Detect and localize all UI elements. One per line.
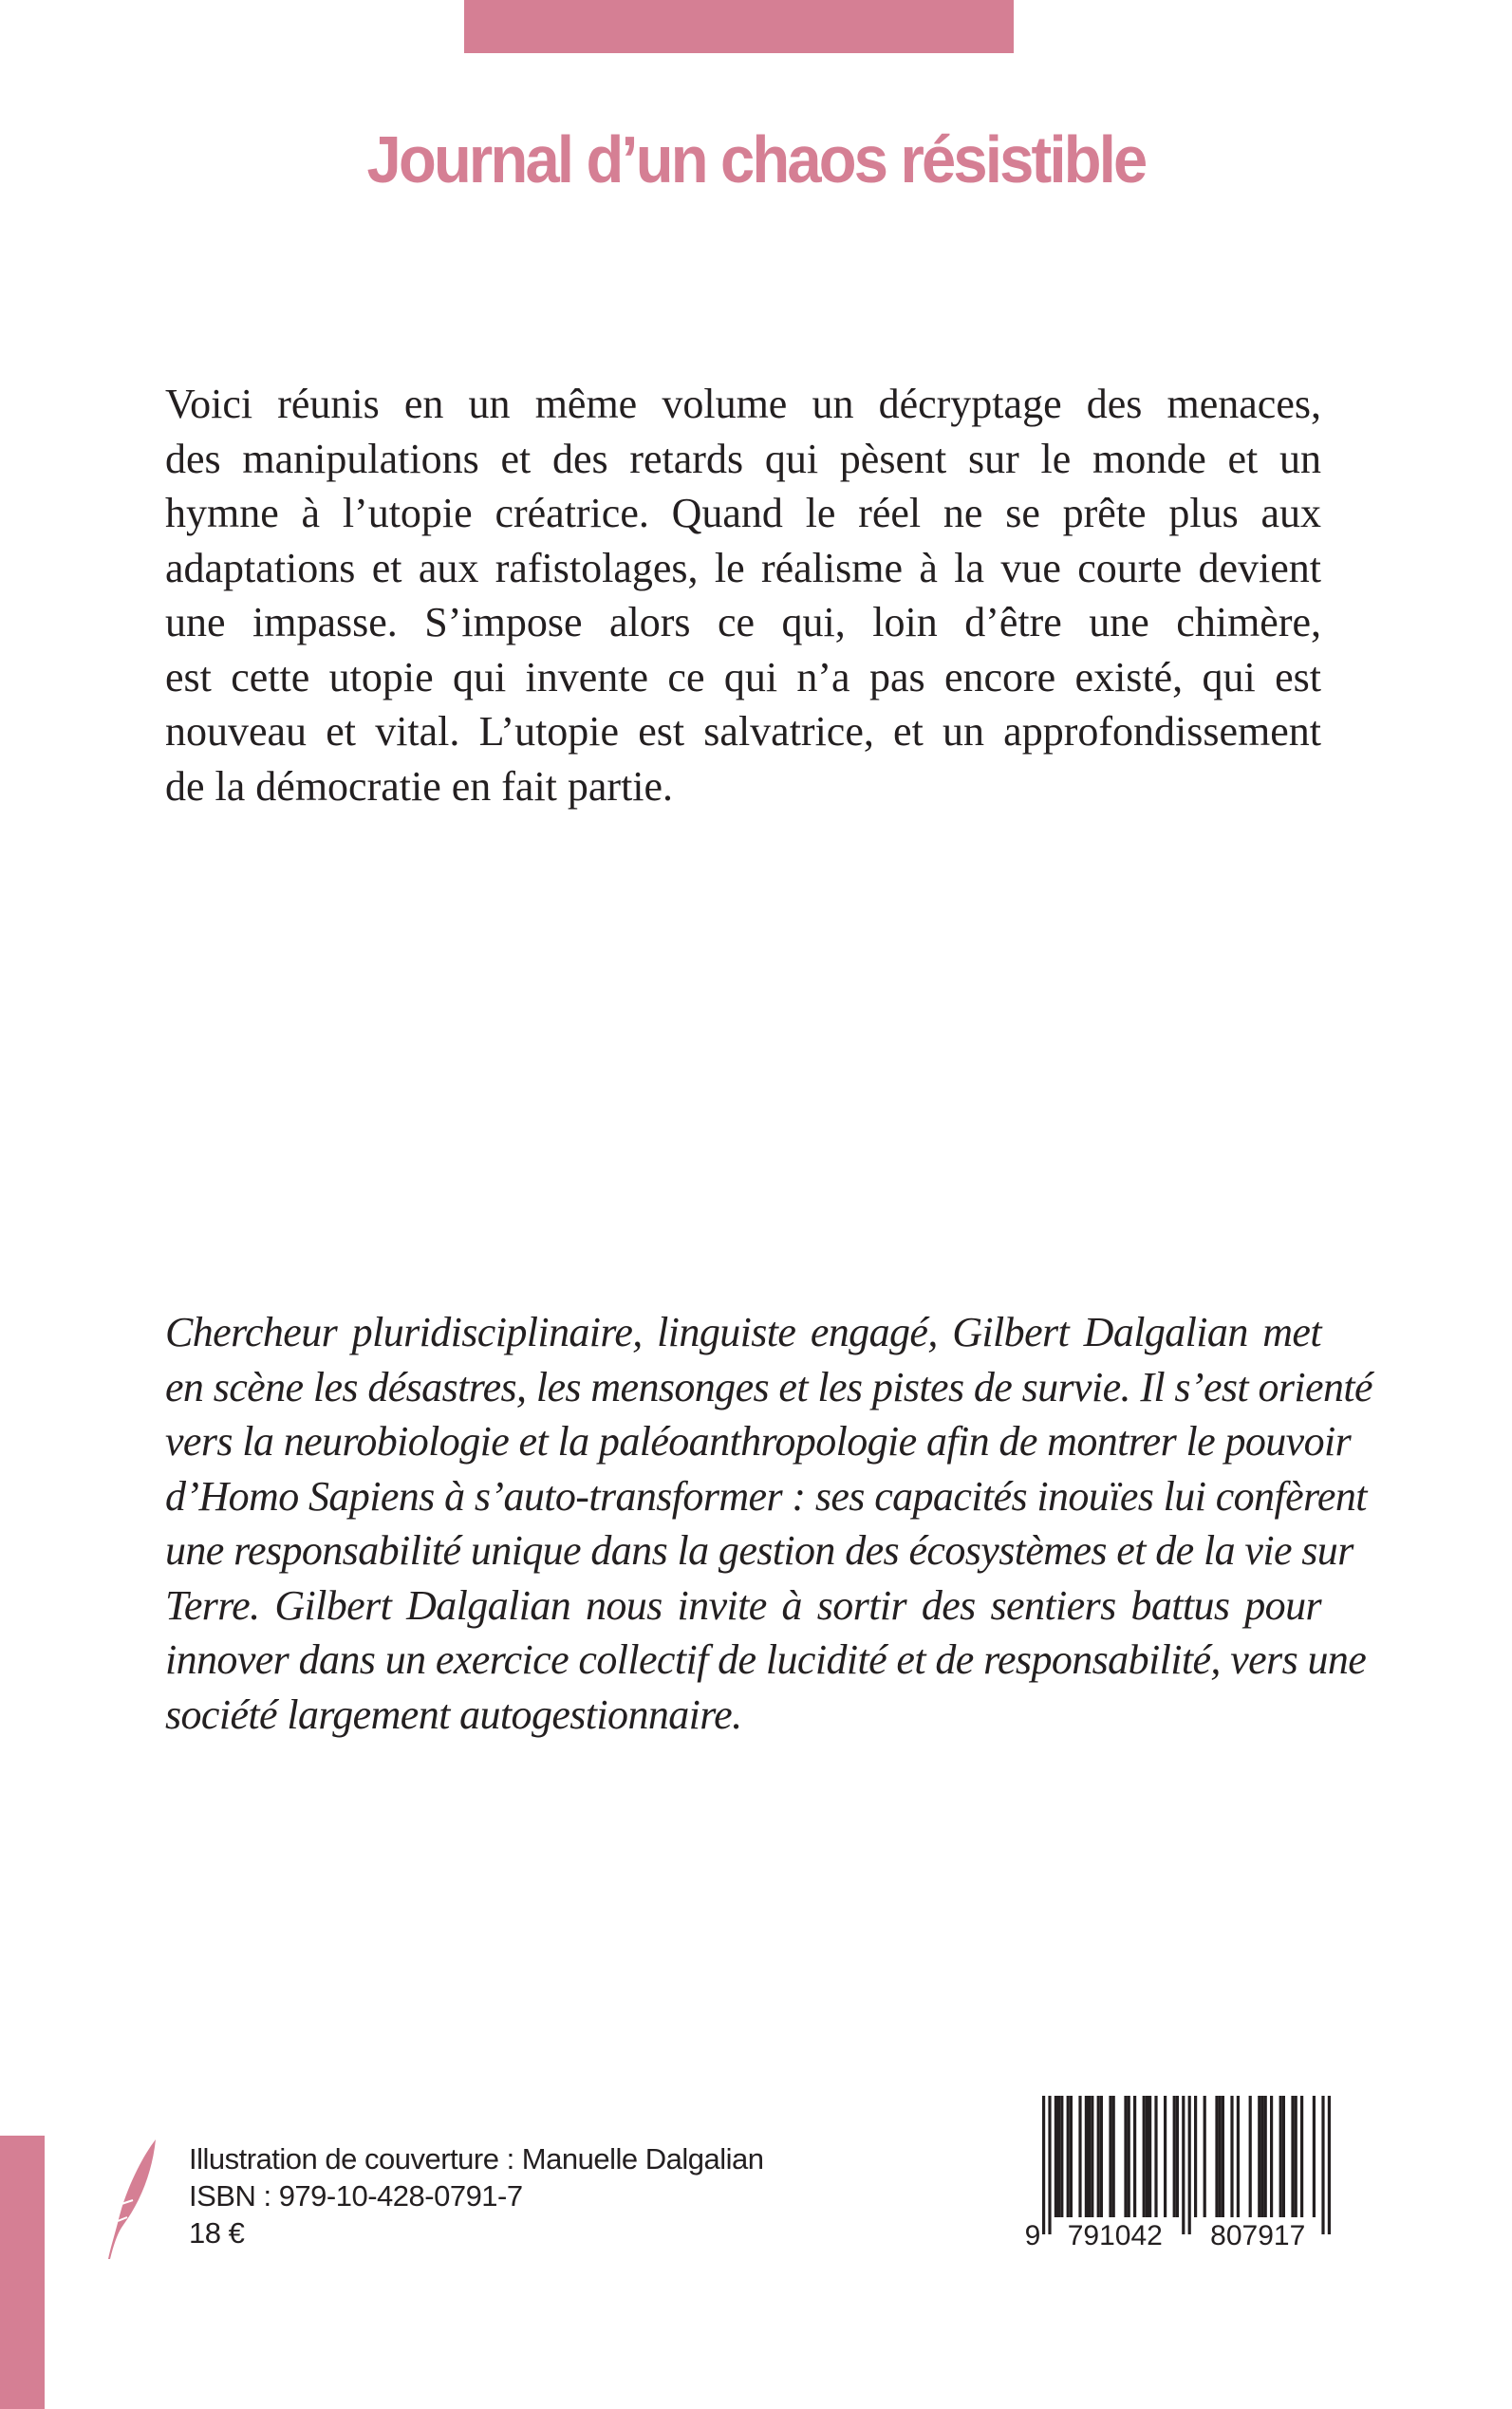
barcode-bar	[1222, 2096, 1224, 2217]
barcode-bar	[1048, 2096, 1051, 2234]
illustration-credit: Illustration de couverture : Manuelle Dalgalian	[189, 2142, 764, 2176]
isbn-text: ISBN : 979-10-428-0791-7	[189, 2179, 523, 2213]
barcode-bar	[1067, 2096, 1070, 2217]
text-line: en scène les désastres, les mensonges et les pistes de survie. Il s’est orienté	[165, 1363, 1372, 1410]
text-line: société largement autogestionnaire.	[165, 1690, 742, 1738]
barcode-bar	[1279, 2096, 1282, 2217]
barcode-bar	[1237, 2096, 1240, 2217]
barcode-digits: 791042	[1067, 2220, 1163, 2251]
barcode-bar	[1085, 2096, 1088, 2217]
barcode-bar	[1112, 2096, 1115, 2217]
barcode-digits: 807917	[1210, 2220, 1306, 2251]
text-line: est cette utopie qui invente ce qui n’a pas encore existé, qui est	[165, 653, 1321, 700]
barcode-bar	[1164, 2096, 1167, 2217]
summary-paragraph	[165, 377, 1321, 813]
barcode-bar	[1173, 2096, 1176, 2217]
barcode-bar	[1143, 2096, 1146, 2217]
barcode-bar	[1291, 2096, 1294, 2217]
text-line: Terre. Gilbert Dalgalian nous invite à sortir des sentiers battus pour	[165, 1581, 1321, 1629]
barcode-bar	[1295, 2096, 1297, 2217]
barcode-digits: 9	[1024, 2220, 1041, 2251]
credits-block	[189, 2140, 763, 2251]
barcode-bar	[1204, 2096, 1206, 2217]
barcode-bar	[1313, 2096, 1316, 2217]
barcode-bar	[1215, 2096, 1218, 2217]
text-line: d’Homo Sapiens à s’auto-transformer : ses capacités inouïes lui confèrent	[165, 1472, 1367, 1520]
barcode-bar	[1097, 2096, 1100, 2217]
barcode-bar	[1264, 2096, 1267, 2217]
barcode-bar	[1100, 2096, 1103, 2217]
barcode-bar	[1078, 2096, 1081, 2217]
barcode-bar	[1176, 2096, 1179, 2217]
barcode-bar	[1182, 2096, 1185, 2234]
barcode-bar	[1230, 2096, 1233, 2217]
barcode-bar	[1060, 2096, 1063, 2217]
barcode-bar	[1070, 2096, 1073, 2217]
barcode-bar	[1328, 2096, 1331, 2234]
text-line: nouveau et vital. L’utopie est salvatrice, et un approfondissement	[165, 708, 1321, 755]
text-line: des manipulations et des retards qui pèsent sur le monde et un	[165, 435, 1321, 482]
barcode-bar	[1091, 2096, 1093, 2217]
barcode-bar	[1057, 2096, 1060, 2217]
barcode-bar	[1154, 2096, 1157, 2217]
text-line: vers la neurobiologie et la paléoanthropologie afin de montrer le pouvoir	[165, 1418, 1352, 1465]
barcode-bar	[1194, 2096, 1197, 2217]
barcode-bar	[1128, 2096, 1130, 2217]
barcode-bar	[1260, 2096, 1263, 2217]
barcode-bar	[1219, 2096, 1222, 2217]
barcode-bar	[1146, 2096, 1148, 2217]
barcode-bar	[1258, 2096, 1260, 2217]
text-line: adaptations et aux rafistolages, le réalisme à la vue courte devient	[165, 544, 1321, 591]
barcode-bar	[1300, 2096, 1303, 2217]
price-text: 18 €	[189, 2216, 245, 2250]
barcode-bar	[1124, 2096, 1127, 2217]
barcode-bar	[1321, 2096, 1324, 2234]
left-accent-bar	[0, 2136, 45, 2409]
author-bio-paragraph	[165, 1305, 1372, 1742]
text-line: une responsabilité unique dans la gestion des écosystèmes et de la vie sur	[165, 1527, 1353, 1574]
book-title: Journal d’un chaos résistible	[366, 122, 1146, 196]
isbn-barcode	[1006, 2088, 1367, 2264]
text-line: une impasse. S’impose alors ce qui, loin d’être une chimère,	[165, 599, 1321, 645]
barcode-bar	[1249, 2096, 1252, 2217]
feather-icon	[104, 2138, 161, 2266]
text-line: innover dans un exercice collectif de lucidité et de responsabilité, vers une	[165, 1636, 1367, 1683]
barcode-bar	[1055, 2096, 1057, 2217]
text-line: de la démocratie en fait partie.	[165, 762, 674, 810]
barcode-bar	[1109, 2096, 1111, 2217]
barcode-bar	[1133, 2096, 1136, 2217]
top-accent-bar	[464, 0, 1014, 53]
barcode-bar	[1088, 2096, 1091, 2217]
barcode-bar	[1270, 2096, 1273, 2217]
barcode-bar	[1148, 2096, 1151, 2217]
text-line: hymne à l’utopie créatrice. Quand le réel ne se prête plus aux	[165, 490, 1321, 536]
barcode-bar	[1188, 2096, 1191, 2234]
barcode-bar	[1282, 2096, 1285, 2217]
text-line: Voici réunis en un même volume un décryptage des menaces,	[165, 381, 1321, 427]
barcode-bar	[1042, 2096, 1045, 2234]
text-line: Chercheur pluridisciplinaire, linguiste engagé, Gilbert Dalgalian met	[165, 1309, 1321, 1355]
